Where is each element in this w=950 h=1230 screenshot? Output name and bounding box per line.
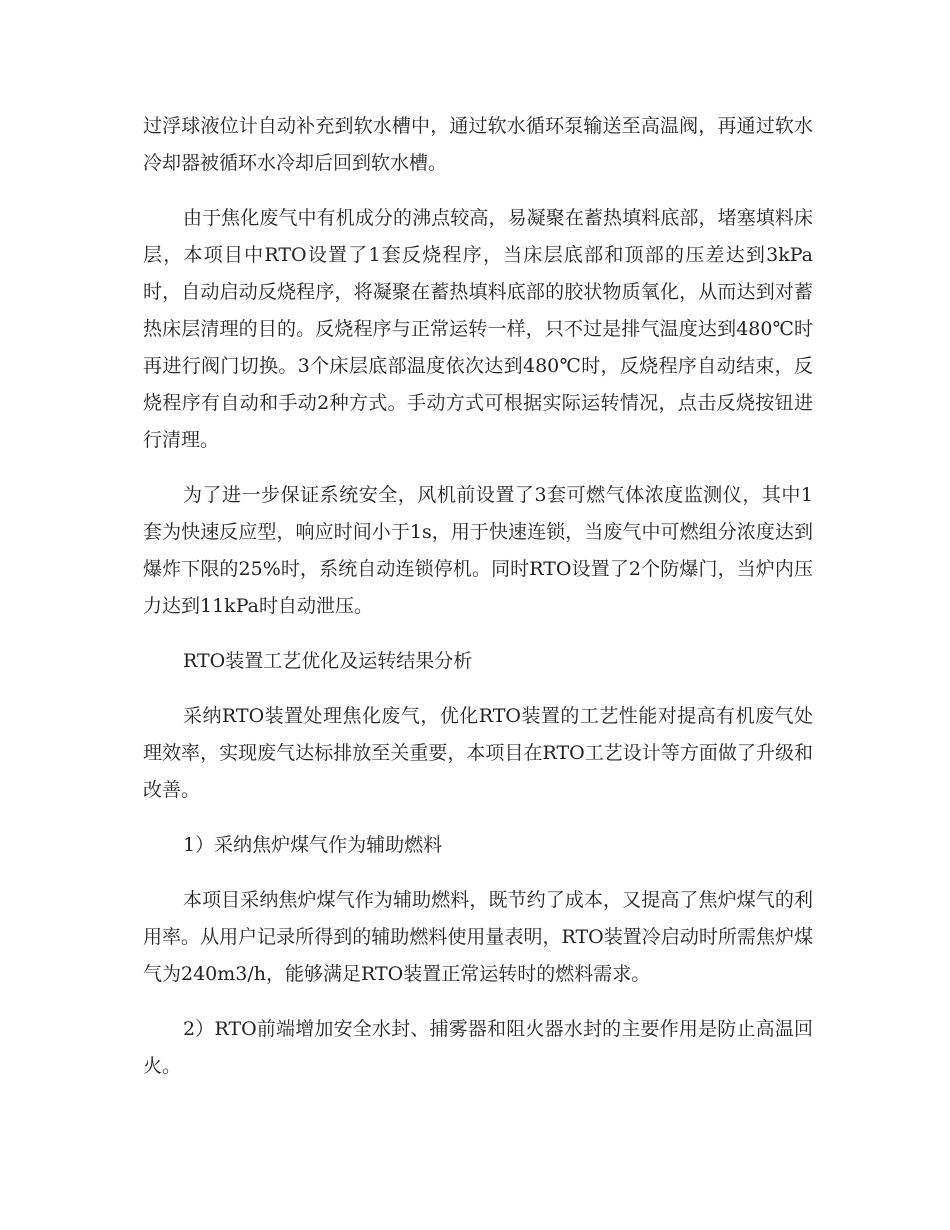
paragraph-process-optimization: 采纳RTO装置处理焦化废气，优化RTO装置的工艺性能对提高有机废气处理效率，实现废气达标排放至关重要，本项目在RTO工艺设计等方面做了升级和改善。: [143, 705, 813, 801]
list-item-2: 2）RTO前端增加安全水封、捕雾器和阻火器水封的主要作用是防止高温回火。: [143, 1018, 813, 1077]
section-heading: RTO装置工艺优化及运转结果分析: [183, 650, 473, 672]
document-body: [143, 108, 813, 1103]
paragraph-backburn-program: 由于焦化废气中有机成分的沸点较高，易凝聚在蓄热填料底部，堵塞填料床层，本项目中RTO设置了1套反烧程序，当床层底部和顶部的压差达到3kPa时，自动启动反烧程序，将凝聚在蓄热填料底部的胶状物质氧化，从而达到对蓄热床层清理的目的。反烧程序与正常运转一样，只不过是排气温度达到480℃时再进行阀门切换。3个床层底部温度依次达到480℃时，反烧程序自动结束，反烧程序有自动和手动2种方式。手动方式可根据实际运转情况，点击反烧按钮进行清理。: [143, 207, 813, 451]
paragraph-safety-monitoring: 为了进一步保证系统安全，风机前设置了3套可燃气体浓度监测仪，其中1套为快速反应型，响应时间小于1s，用于快速连锁，当废气中可燃组分浓度达到爆炸下限的25%时，系统自动连锁停机。同时RTO设置了2个防爆门，当炉内压力达到11kPa时自动泄压。: [143, 484, 813, 617]
paragraph-continuation: 过浮球液位计自动补充到软水槽中，通过软水循环泵输送至高温阀，再通过软水冷却器被循环水冷却后回到软水槽。: [143, 115, 813, 174]
paragraph-auxiliary-fuel: 本项目采纳焦炉煤气作为辅助燃料，既节约了成本，又提高了焦炉煤气的利用率。从用户记录所得到的辅助燃料使用量表明，RTO装置冷启动时所需焦炉煤气为240m3/h，能够满足RTO装置正常运转时的燃料需求。: [143, 889, 813, 985]
list-heading-1: 1）采纳焦炉煤气作为辅助燃料: [183, 834, 443, 856]
